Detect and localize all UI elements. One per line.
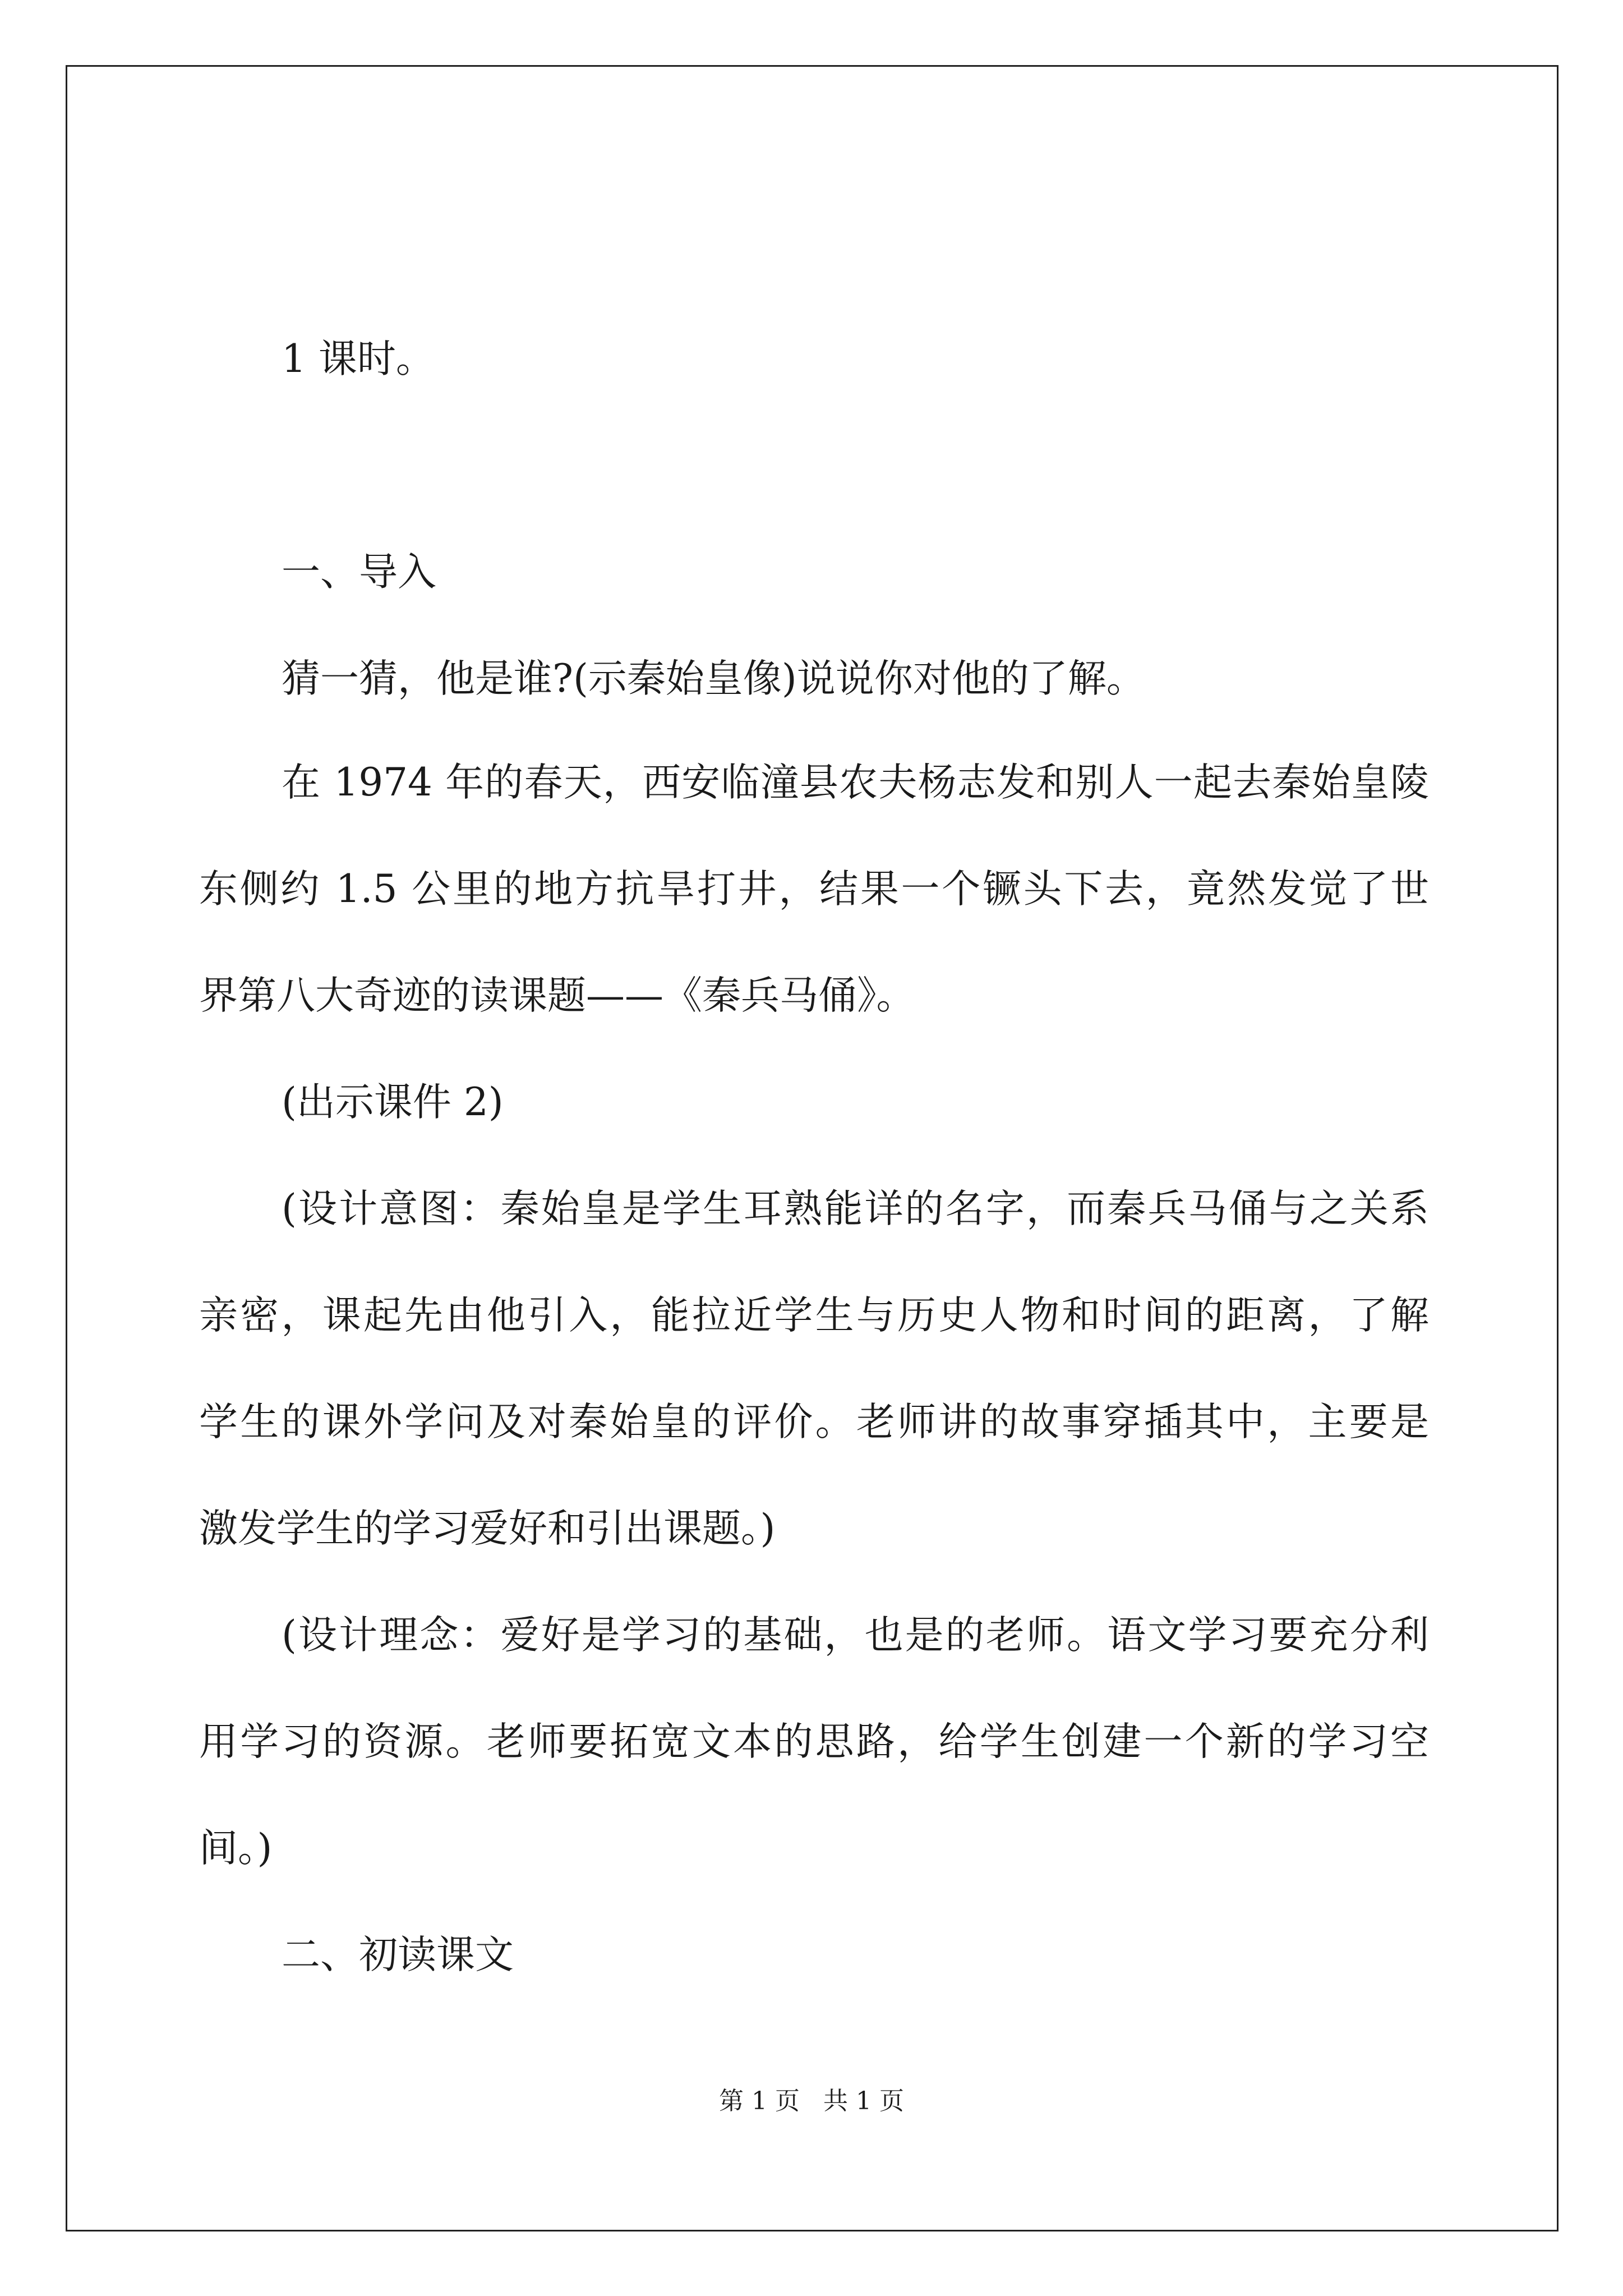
heading-introduction: 一、导入 <box>282 550 436 595</box>
text-line-story-2: 东侧约 1.5 公里的地方抗旱打井，结果一个镢头下去，竟然发觉了世 <box>199 867 1429 912</box>
page-number-footer: 第 1 页 共 1 页 <box>719 2087 904 2115</box>
text-line-design-idea-1: (设计理念：爱好是学习的基础，也是的老师。语文学习要充分利 <box>282 1613 1429 1658</box>
text-line-story-1: 在 1974 年的春天，西安临潼县农夫杨志发和别人一起去秦始皇陵 <box>282 760 1429 805</box>
text-line-story-3: 界第八大奇迹的读课题——《秦兵马俑》。 <box>199 973 915 1018</box>
text-line-design-intent-1: (设计意图：秦始皇是学生耳熟能详的名字，而秦兵马俑与之关系 <box>282 1186 1429 1231</box>
text-line-design-intent-3: 学生的课外学问及对秦始皇的评价。老师讲的故事穿插其中，主要是 <box>199 1400 1429 1444</box>
page-border <box>66 65 1559 2231</box>
text-line-class-hours: 1 课时。 <box>282 337 435 381</box>
text-line-design-idea-3: 间。) <box>199 1826 273 1871</box>
text-line-guess: 猜一猜，他是谁?(示秦始皇像)说说你对他的了解。 <box>282 656 1145 701</box>
text-line-design-intent-4: 激发学生的学习爱好和引出课题。) <box>199 1506 776 1551</box>
text-line-design-intent-2: 亲密，课起先由他引入，能拉近学生与历史人物和时间的距离，了解 <box>199 1293 1429 1338</box>
text-line-courseware: (出示课件 2) <box>282 1080 504 1125</box>
heading-first-reading: 二、初读课文 <box>282 1932 514 1977</box>
text-line-design-idea-2: 用学习的资源。老师要拓宽文本的思路，给学生创建一个新的学习空 <box>199 1719 1429 1764</box>
